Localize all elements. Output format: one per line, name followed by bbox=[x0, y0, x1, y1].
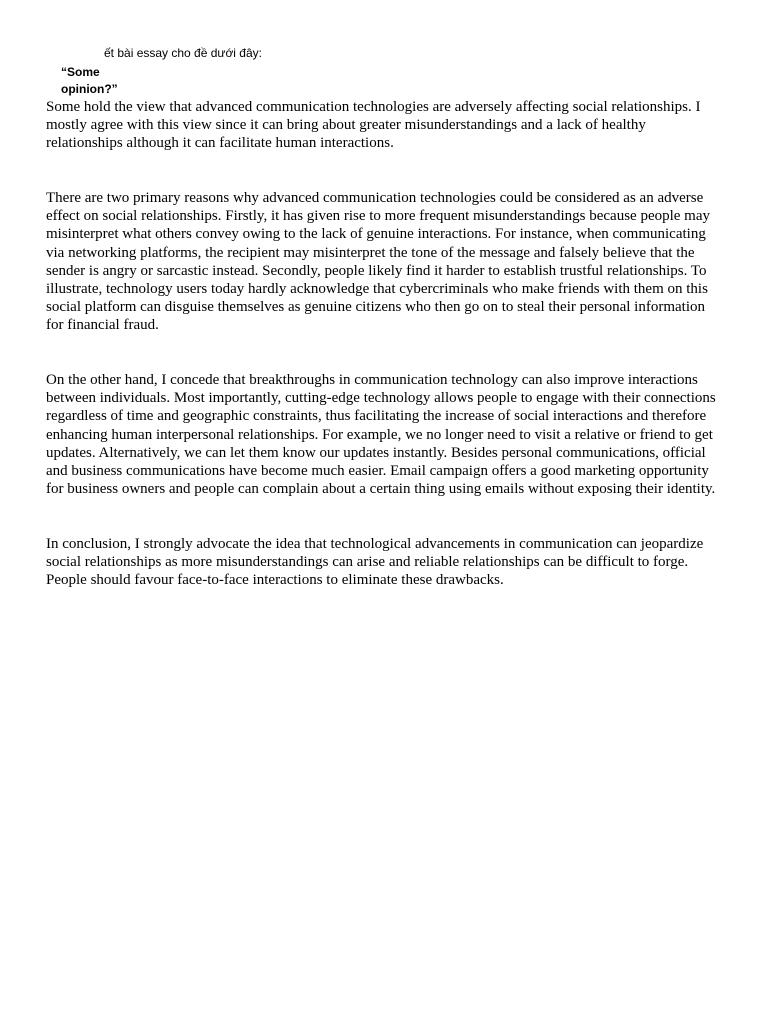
paragraph-body-1: There are two primary reasons why advanced communication technologies could be considered as an adverse effect on social relationships. Firstly, it has given rise to more frequent misunderstandings because people may misinterpret what others convey owing to the lack of genuine interactions. For instance, when communicating via networking platforms, the recipient may misinterpret the tone of the message and falsely believe that the sender is angry or sarcastic instead. Secondly, people likely find it harder to establish trustful relationships. To illustrate, technology users today hardly acknowledge that cybercriminals who make friends with them on this social platform can disguise themselves as genuine citizens who then go on to steal their personal information for financial fraud. bbox=[46, 190, 710, 334]
instruction-text: ết bài essay cho đề dưới đây: bbox=[104, 46, 262, 60]
paragraph-body-2: On the other hand, I concede that breakthroughs in communication technology can also improve interactions between individuals. Most importantly, cutting-edge technology allows people to engage with their connections regardless of time and geographic constraints, thus facilitating the increase of social interactions and therefore enhancing human interpersonal relationships. For example, we no longer need to visit a relative or friend to get updates. Alternatively, we can let them know our updates instantly. Besides personal communications, official and business communications have become much easier. Email campaign offers a good marketing opportunity for business owners and people can complain about a certain thing using emails without exposing their identity. bbox=[46, 372, 716, 498]
essay-prompt: “Some opinion?” bbox=[61, 65, 118, 96]
paragraph-conclusion: In conclusion, I strongly advocate the idea that technological advancements in communication can jeopardize social relationships as more misunderstandings can arise and reliable relationships can be difficult to forge. People should favour face-to-face interactions to eliminate these drawbacks. bbox=[46, 535, 704, 589]
paragraph-introduction: Some hold the view that advanced communication technologies are adversely affecting social relationships. I mostly agree with this view since it can bring about greater misunderstandings and a lack of healthy relationships although it can facilitate human interactions. bbox=[46, 99, 701, 152]
essay-body bbox=[46, 98, 726, 626]
